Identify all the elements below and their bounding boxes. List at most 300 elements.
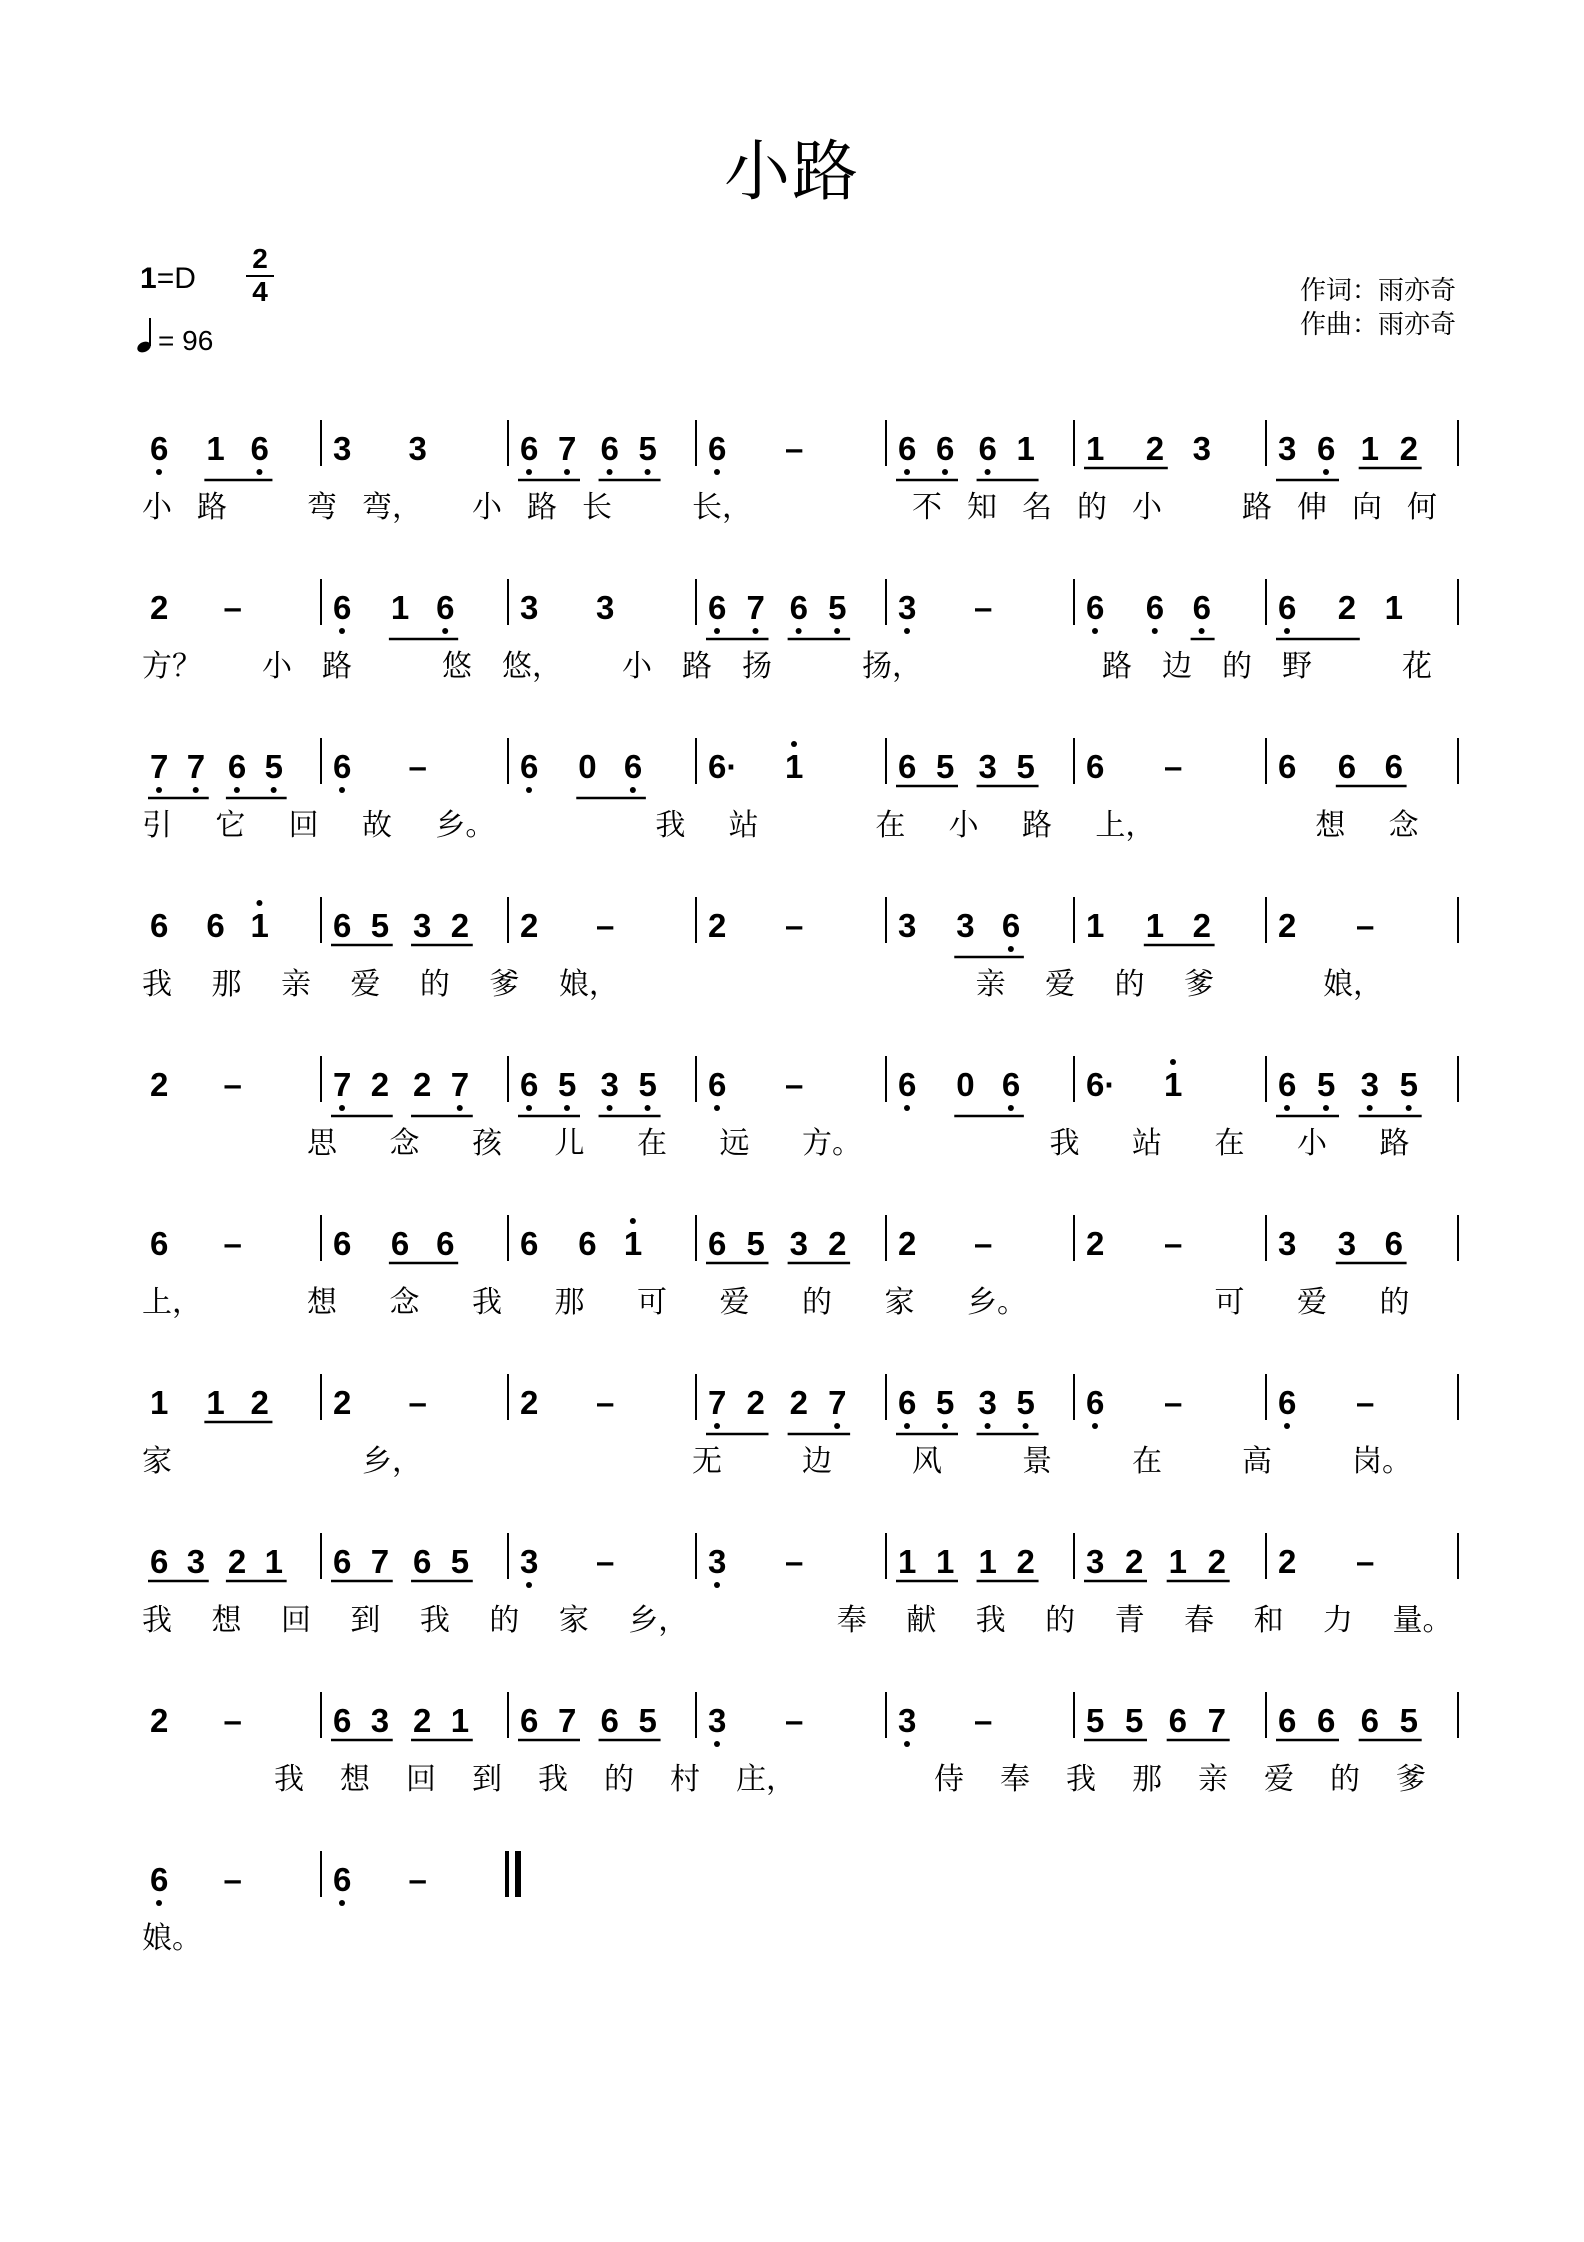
note: 7: [186, 748, 206, 785]
note: 7: [370, 1543, 390, 1580]
note: 6: [1168, 1702, 1188, 1739]
octave-dot-low: [564, 469, 570, 475]
note: 6: [708, 589, 727, 626]
octave-dot-low: [564, 1105, 570, 1111]
note: 6: [520, 1066, 539, 1103]
dash-sign: –: [223, 1066, 242, 1103]
note: 5: [1317, 1066, 1336, 1103]
lyric-char: 何: [1407, 490, 1437, 525]
note: 3: [898, 589, 917, 626]
lyric-char: 小: [622, 649, 652, 684]
octave-dot-low: [156, 469, 162, 475]
note: 6: [1192, 589, 1211, 626]
octave-dot-low: [714, 1105, 720, 1111]
lyric-char: 名: [1022, 490, 1052, 525]
note: 6: [520, 1702, 539, 1739]
octave-dot-low: [985, 1423, 991, 1429]
note: 1: [1086, 907, 1105, 944]
note: 3: [978, 1384, 997, 1421]
note: 1: [785, 748, 804, 785]
note: 2: [1145, 430, 1165, 467]
note: 2: [746, 1384, 765, 1421]
note: 1: [936, 1543, 955, 1580]
note: 2: [1207, 1543, 1227, 1580]
note: 6: [333, 748, 352, 785]
note: 6: [413, 1543, 432, 1580]
octave-dot-low: [526, 1105, 532, 1111]
lyric-char: 路: [322, 649, 352, 684]
lyric-char: 我: [142, 967, 172, 1002]
lyric-char: 亲: [280, 967, 311, 1002]
lyric-char: 它: [215, 808, 246, 843]
note: 6: [436, 589, 455, 626]
lyric-char: 儿: [554, 1126, 585, 1161]
lyric-char: 不: [912, 490, 942, 525]
octave-dot-low: [1406, 1105, 1412, 1111]
lyric-char: 弯: [307, 490, 337, 525]
note: 3: [1278, 1225, 1297, 1262]
note: 6: [1384, 748, 1403, 785]
note: 1: [1086, 430, 1105, 467]
dash-sign: –: [1164, 1225, 1183, 1262]
key-equals: =: [156, 262, 175, 295]
note: 6: [1001, 907, 1021, 944]
note: 1: [1168, 1543, 1188, 1580]
lyric-char: 的: [419, 967, 450, 1002]
note: 6: [898, 430, 917, 467]
note: 2: [333, 1384, 352, 1421]
lyric-char: 边: [1162, 649, 1192, 684]
note: 2: [413, 1066, 432, 1103]
octave-dot-low: [156, 787, 162, 793]
lyric-char: 悠，: [502, 649, 562, 684]
note: 3: [1278, 430, 1297, 467]
note: 7: [1207, 1702, 1227, 1739]
note: 6: [1337, 748, 1357, 785]
note: 2: [227, 1543, 247, 1580]
note: 2: [1192, 907, 1211, 944]
lyric-char: 的: [1114, 967, 1145, 1002]
note: 6: [206, 907, 225, 944]
note: 2: [789, 1384, 808, 1421]
lyric-char: 远: [719, 1126, 750, 1161]
lyric-char: 孩: [472, 1126, 502, 1161]
lyric-char: 长: [582, 490, 612, 525]
octave-dot-low: [1023, 1423, 1029, 1429]
lyric-char: 那: [554, 1285, 585, 1320]
note: 3: [898, 907, 917, 944]
key-do: 1: [140, 262, 157, 295]
note: 6: [1086, 1384, 1105, 1421]
lyric-char: 爱: [719, 1285, 750, 1320]
note: 7: [558, 430, 577, 467]
octave-dot-low: [1092, 628, 1098, 634]
lyric-char: 的: [1222, 649, 1252, 684]
octave-dot-low: [607, 469, 613, 475]
lyric-char: 的: [1379, 1285, 1410, 1320]
note: 1: [206, 430, 225, 467]
dash-sign: –: [1164, 1384, 1183, 1421]
note: 6: [1145, 589, 1165, 626]
lyric-char: 侍: [934, 1762, 964, 1797]
lyric-char: 量。: [1392, 1603, 1453, 1638]
note: 5: [450, 1543, 470, 1580]
octave-dot-high: [791, 741, 797, 747]
octave-dot-low: [1008, 946, 1014, 952]
lyric-char: 回: [406, 1762, 436, 1797]
note: 7: [828, 1384, 847, 1421]
lyric-char: 长，: [692, 490, 752, 525]
note: 5: [558, 1066, 577, 1103]
note: 6: [1278, 1066, 1297, 1103]
dash-sign: –: [1356, 1543, 1375, 1580]
composer-credit: 作曲：雨亦奇: [1299, 310, 1456, 340]
dash-sign: –: [223, 1225, 242, 1262]
dash-sign: –: [408, 748, 427, 785]
note: 2: [1278, 1543, 1297, 1580]
dash-sign: –: [785, 1543, 804, 1580]
octave-dot-low: [985, 469, 991, 475]
lyric-char: 爹: [1396, 1762, 1426, 1797]
note: 3: [370, 1702, 390, 1739]
note: 2: [150, 589, 169, 626]
note: 3: [898, 1702, 917, 1739]
lyric-char: 小: [1297, 1126, 1327, 1161]
note: 6: [1360, 1702, 1380, 1739]
lyric-char: 路: [527, 490, 557, 525]
note: 5: [1399, 1066, 1419, 1103]
lyric-char: 乡。: [967, 1285, 1027, 1320]
lyric-char: 思: [307, 1126, 337, 1161]
octave-dot-low: [1323, 1105, 1329, 1111]
note: 6: [1086, 589, 1105, 626]
tempo-value: = 96: [158, 325, 214, 356]
octave-dot-low: [796, 628, 802, 634]
lyric-char: 高: [1242, 1444, 1272, 1479]
note: 5: [1125, 1702, 1144, 1739]
note: 6: [1278, 1702, 1297, 1739]
lyricist-credit: 作词：雨亦奇: [1299, 276, 1456, 306]
note: 2: [1399, 430, 1419, 467]
note: 2: [370, 1066, 390, 1103]
note: 6: [1086, 748, 1105, 785]
note: 6: [1001, 1066, 1021, 1103]
dash-sign: –: [974, 1225, 993, 1262]
lyric-char: 爱: [1264, 1762, 1294, 1797]
note: 3: [1337, 1225, 1357, 1262]
lyric-char: 爹: [489, 967, 520, 1002]
octave-dot-low: [904, 1105, 910, 1111]
lyric-char: 献: [906, 1603, 937, 1638]
note: 5: [370, 907, 390, 944]
dash-sign: –: [1356, 1384, 1375, 1421]
note: 3: [1360, 1066, 1380, 1103]
note: 3: [708, 1543, 727, 1580]
lyric-char: 的: [489, 1603, 520, 1638]
octave-dot-low: [834, 1423, 840, 1429]
note: 2: [520, 1384, 539, 1421]
octave-dot-low: [457, 1105, 463, 1111]
octave-dot-low: [526, 1582, 532, 1588]
lyric-char: 亲: [1198, 1762, 1228, 1797]
note: 6: [150, 907, 169, 944]
octave-dot-low: [942, 469, 948, 475]
lyric-char: 想: [340, 1762, 370, 1797]
octave-dot-low: [1199, 628, 1205, 634]
note: 6: [898, 748, 917, 785]
octave-dot-low: [904, 628, 910, 634]
octave-dot-low: [1284, 1423, 1290, 1429]
lyric-char: 娘，: [1323, 967, 1384, 1002]
note: 6: [1384, 1225, 1403, 1262]
lyric-char: 路: [682, 649, 712, 684]
dash-sign: –: [785, 1702, 804, 1739]
note: 5: [1086, 1702, 1105, 1739]
lyric-char: 我: [419, 1603, 450, 1638]
lyric-char: 路: [1379, 1126, 1410, 1161]
lyric-char: 回: [288, 808, 319, 843]
octave-dot-low: [630, 787, 636, 793]
note: 6: [978, 430, 997, 467]
note: 6: [898, 1066, 917, 1103]
note: 6: [600, 430, 619, 467]
octave-dot-low: [1284, 1105, 1290, 1111]
note: 1: [390, 589, 410, 626]
lyric-char: 念: [389, 1126, 420, 1161]
lyric-char: 无: [692, 1444, 722, 1479]
lyric-char: 路: [1242, 490, 1272, 525]
note: 7: [450, 1066, 470, 1103]
note: 6: [520, 748, 539, 785]
lyric-char: 上，: [142, 1285, 202, 1320]
lyric-char: 家: [558, 1603, 589, 1638]
octave-dot-low: [714, 628, 720, 634]
octave-dot-low: [645, 469, 651, 475]
lyric-char: 爱: [1045, 967, 1076, 1002]
note: 3: [413, 907, 432, 944]
note: 6: [333, 1543, 352, 1580]
note: 5: [638, 430, 657, 467]
lyric-char: 到: [350, 1603, 381, 1638]
lyric-char: 弯，: [362, 490, 422, 525]
lyric-char: 想: [211, 1603, 242, 1638]
note: 6: [333, 907, 352, 944]
note: 6: [708, 430, 727, 467]
dash-sign: –: [408, 1384, 427, 1421]
lyric-char: 向: [1352, 490, 1382, 525]
note: 6: [1278, 1384, 1297, 1421]
note: 1: [150, 1384, 169, 1421]
lyric-char: 在: [875, 808, 906, 843]
lyric-char: 小: [142, 490, 172, 525]
octave-dot-low: [904, 1423, 910, 1429]
octave-dot-low: [339, 628, 345, 634]
lyric-char: 青: [1114, 1603, 1145, 1638]
octave-dot-high: [1170, 1059, 1176, 1065]
note: 6: [150, 430, 169, 467]
dash-sign: –: [223, 1702, 242, 1739]
octave-dot-low: [942, 1423, 948, 1429]
dash-sign: –: [1164, 748, 1183, 785]
octave-dot-low: [1152, 628, 1158, 634]
lyric-char: 念: [389, 1285, 420, 1320]
dash-sign: –: [596, 1384, 615, 1421]
note: 6·: [708, 748, 738, 785]
lyric-char: 庄，: [736, 1762, 796, 1797]
octave-dot-low: [714, 1423, 720, 1429]
lyric-char: 我: [655, 808, 686, 843]
lyric-char: 站: [1132, 1126, 1162, 1161]
note: 2: [1278, 907, 1297, 944]
lyric-char: 边: [802, 1444, 832, 1479]
lyric-char: 小: [1132, 490, 1162, 525]
octave-dot-low: [193, 787, 199, 793]
note: 1: [1016, 430, 1035, 467]
note: 2: [898, 1225, 917, 1262]
lyric-char: 引: [142, 808, 172, 843]
lyric-char: 的: [1045, 1603, 1076, 1638]
lyric-char: 的: [802, 1285, 832, 1320]
lyric-char: 我: [472, 1285, 502, 1320]
lyric-char: 到: [472, 1762, 502, 1797]
lyric-char: 我: [142, 1603, 172, 1638]
lyric-char: 爱: [1297, 1285, 1327, 1320]
note: 6: [250, 430, 269, 467]
octave-dot-low: [256, 469, 262, 475]
note: 2: [1016, 1543, 1035, 1580]
lyric-char: 想: [307, 1285, 337, 1320]
dash-sign: –: [1356, 907, 1375, 944]
octave-dot-low: [1008, 1105, 1014, 1111]
octave-dot-low: [339, 1900, 345, 1906]
octave-dot-low: [339, 787, 345, 793]
note: 7: [333, 1066, 352, 1103]
note: 3: [520, 589, 539, 626]
lyric-char: 扬: [742, 649, 772, 684]
lyric-char: 路: [1102, 649, 1132, 684]
lyric-char: 路: [197, 490, 227, 525]
lyric-char: 方？: [142, 649, 202, 684]
note: 6: [578, 1225, 597, 1262]
lyric-char: 我: [274, 1762, 304, 1797]
lyric-char: 悠: [442, 649, 472, 684]
note: 1: [450, 1702, 470, 1739]
dash-sign: –: [785, 907, 804, 944]
note: 3: [186, 1543, 206, 1580]
note: 2: [150, 1066, 169, 1103]
note: 1: [1145, 907, 1165, 944]
note: 6: [520, 430, 539, 467]
note: 3: [600, 1066, 619, 1103]
lyric-char: 我: [538, 1762, 568, 1797]
note: 6: [1278, 589, 1297, 626]
octave-dot-high: [256, 900, 262, 906]
note: 6: [520, 1225, 539, 1262]
note: 3: [333, 430, 352, 467]
note: 6: [708, 1066, 727, 1103]
note: 7: [558, 1702, 577, 1739]
note: 1: [1360, 430, 1380, 467]
key-letter: D: [174, 262, 196, 295]
octave-dot-low: [156, 1900, 162, 1906]
note: 3: [956, 907, 975, 944]
note: 5: [1016, 1384, 1035, 1421]
lyric-char: 那: [1132, 1762, 1162, 1797]
note: 5: [936, 748, 955, 785]
note: 2: [1086, 1225, 1105, 1262]
octave-dot-low: [1323, 469, 1329, 475]
dash-sign: –: [223, 589, 242, 626]
note: 1: [623, 1225, 643, 1262]
note: 1: [206, 1384, 225, 1421]
song-title: 小路: [724, 133, 860, 210]
lyric-char: 扬，: [862, 649, 922, 684]
lyric-char: 路: [1022, 808, 1052, 843]
note: 3: [978, 748, 997, 785]
octave-dot-low: [714, 1741, 720, 1747]
lyric-char: 可: [637, 1285, 667, 1320]
lyric-char: 奉: [836, 1603, 867, 1638]
octave-dot-low: [834, 628, 840, 634]
lyric-char: 家: [884, 1285, 915, 1320]
lyric-char: 小: [948, 808, 979, 843]
lyric-char: 娘，: [558, 967, 619, 1002]
lyric-char: 那: [211, 967, 242, 1002]
octave-dot-low: [1092, 1423, 1098, 1429]
note: 5: [936, 1384, 955, 1421]
note: 6: [1317, 430, 1336, 467]
note: 7: [746, 589, 765, 626]
note: 7: [150, 748, 169, 785]
octave-dot-low: [1367, 1105, 1373, 1111]
lyric-char: 的: [1330, 1762, 1360, 1797]
lyric-char: 站: [728, 808, 759, 843]
note: 3: [789, 1225, 808, 1262]
lyric-char: 风: [912, 1444, 942, 1479]
note: 6: [333, 1702, 352, 1739]
note: 1: [1164, 1066, 1183, 1103]
lyric-char: 小: [472, 490, 502, 525]
lyric-char: 奉: [1000, 1762, 1030, 1797]
note: 6: [333, 1861, 352, 1898]
note: 0: [578, 748, 597, 785]
lyric-char: 回: [280, 1603, 311, 1638]
octave-dot-low: [234, 787, 240, 793]
note: 2: [413, 1702, 432, 1739]
octave-dot-low: [1284, 628, 1290, 634]
dash-sign: –: [408, 1861, 427, 1898]
octave-dot-low: [714, 1582, 720, 1588]
octave-dot-low: [753, 628, 759, 634]
note: 6: [789, 589, 808, 626]
octave-dot-low: [714, 469, 720, 475]
note: 2: [828, 1225, 847, 1262]
octave-dot-low: [607, 1105, 613, 1111]
time-signature-bottom: 4: [252, 276, 268, 307]
octave-dot-low: [442, 628, 448, 634]
note: 6: [623, 748, 643, 785]
note: 6: [150, 1225, 169, 1262]
dash-sign: –: [596, 907, 615, 944]
note: 3: [520, 1543, 539, 1580]
note: 0: [956, 1066, 975, 1103]
dash-sign: –: [974, 589, 993, 626]
dash-sign: –: [596, 1543, 615, 1580]
note: 2: [150, 1702, 169, 1739]
note: 2: [708, 907, 727, 944]
lyric-char: 知: [967, 490, 997, 525]
note: 6: [333, 589, 352, 626]
